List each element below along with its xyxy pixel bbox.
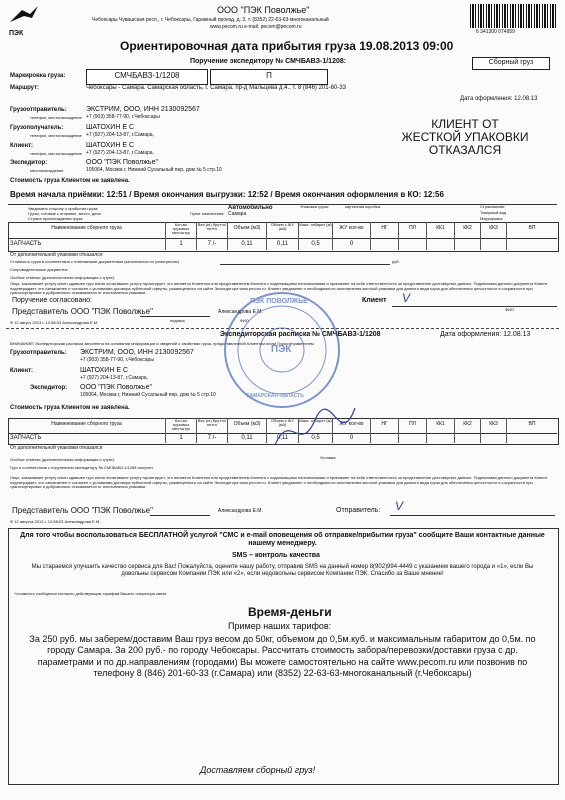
th-vp: ВП [528,225,536,231]
rep-label: Представитель ООО "ПЭК Поволжье" [12,307,153,316]
receiver-label: Грузополучатель: [10,125,64,131]
th-kk1: КК1 [436,225,445,231]
th-kk2: КК2 [463,225,472,231]
company-stamp [222,290,342,410]
promo-sms-text: Мы стараемся улучшить качество сервиса для Вас! Пожалуйста, оцените нашу работу, отправив SMS на данный номер 8(902)994-4449 с указанием вашего города и «1», если Вы довольны сервисом Компании ПЭК или «2», если недовольны сервисом Компании ПЭК. Спасибо за Ваше мнение! [31,564,534,577]
barcode-number: 6 341300 074959 [476,29,515,35]
point-label: Пункт назначения: [190,211,225,216]
notice-3: Страна происхождения груза: [28,216,84,221]
r-th-name: Наименование сборного груза [51,421,122,427]
stamp-ring-bottom: САМАРСКАЯ ОБЛАСТЬ [246,393,304,399]
r-th-kk3: КК3 [489,421,498,427]
th-volume: Объем (м3) [233,225,261,231]
barcode [470,4,556,28]
client-value: ШАТОХИН Е С [86,142,134,149]
r-row-places: 1 [179,435,183,441]
packing-label: Упаковка груза: [300,204,329,209]
fio-sub-1: ФИО [240,318,250,323]
sender-value: ЭКСТРИМ, ООО, ИНН 2130092567 [86,106,200,113]
marking-box-2: П [210,69,328,85]
r-refusal-note: От дополнительной упаковки отказался [10,445,103,451]
receipt-sender-label: Грузоотправитель: [10,350,67,356]
r-row-volume: 0,11 [241,435,253,441]
company-web: www.pecom.ru e-mail: pecom@pecom.ru [210,24,302,30]
receipt-forwarder-addr: 105064, Москва г, Нижний Сусальный пер, дом № 5 стр.10 [80,392,216,398]
receipt-date: Дата оформления: 12.08.13 [440,331,531,338]
receipt-sender-phone: +7 (903) 358-77-90, г.Чебоксары [80,357,154,363]
r-accepted-note: Груз в соответствии с поручением экспедитору № СМЧБАВЗ-1/1208 получен. [10,465,154,470]
forwarder-addr-label: местонахождение [30,168,64,173]
receiver-value: ШАТОХИН Е С [86,124,134,131]
times-line: Время начала приёмки: 12:51 / Время окончания выгрузки: 12:52 / Время окончания оформления в КО: 12:56 [10,190,444,199]
r-rep-label: Представитель ООО "ПЭК Поволжье" [12,506,153,515]
r-rep-name: Александрова Е.М. [218,508,263,514]
receipt-client-phone: +7 (927) 204-13-87, г.Самара, [80,375,148,381]
transport-sub: Самара [228,211,247,217]
order-agreed: Поручение согласовано: [12,297,92,304]
th-ju-count: ЖУ кол-во [339,225,364,231]
promo-tariff-text: За 250 руб. мы заберем/доставим Ваш груз весом до 50кг, объемом до 0,5м.куб. и максимальным габаритом до 0,5м. по городу Самара. За 200 руб.- по городу Чебоксары. Рассчитать стоимость забора/перевозки/доставки груза с др. параметрами и по др.направлениям (городами) Вы можете самостоятельно на сайте www.pecom.ru или позвонив по телефону 8 (846) 201-60-33 (г.Самара) или (8352) 22-63-63-многоканальный (г.Чебоксары) [29,634,536,678]
client-phone-label: телефон, местонахождение [30,151,82,156]
r-th-max-size: Макс. габарит (м) [299,418,332,423]
r-th-volume-ju: Объем с ЖУ (м3) [270,418,295,428]
r-footer-ref: Ф 12 августа 2013 г. 12:58:03 Александрова Е.М. [10,519,101,524]
th-ng: НГ [381,225,388,231]
r-th-weight: Вес (кг) брутто/нетто [197,418,227,428]
client-label: Клиент: [10,143,34,149]
order-line: Поручение экспедитору № СМЧБАВЗ-1/1208: [190,58,347,65]
r-th-ng: НГ [381,421,388,427]
receiver-phone-label: телефон, местонахождение [30,133,82,138]
sign-sub-1: подпись [170,318,186,323]
route-label: Маршрут: [10,85,40,91]
promo-delivered: Доставляем сборный груз! [200,765,316,775]
r-row-name: ЗАПЧАСТЬ [10,435,42,441]
insurance-label: Страхование: [480,204,506,209]
r-th-vp: ВП [528,421,536,427]
rep-name: Александрова Е.М. [218,309,263,315]
refusal-note: От дополнительной упаковки отказался [10,252,103,258]
receipt-sender-value: ЭКСТРИМ, ООО, ИНН 2130092567 [80,349,194,356]
r-terms-label: Условия: [320,455,337,460]
th-pl: ПЛ [409,225,416,231]
r-th-volume: Объем (м3) [233,421,261,427]
sender-label: Грузоотправитель: [10,107,67,113]
marking-label: Маркировка груза: [10,73,66,79]
goods-label: Товарный вид [480,210,507,215]
r-row-ju-count: 0 [349,435,354,441]
row-max-size: 0,5 [311,241,320,247]
th-places: Кол-во грузовых местштук [172,222,190,236]
r-th-places: Кол-во грузовых местштук [172,418,190,432]
row-weight: 7 /- [207,241,217,247]
fio-sub-2: ФИО [505,307,515,312]
price-note: Стоимость груза в соответствии с платежными документами (заполняется по усмотрению) [10,259,180,264]
refused-line-1: КЛИЕНТ ОТ [431,117,499,131]
r-th-ju-count: ЖУ кол-во [339,421,364,427]
r-sender-sign-label: Отправитель: [336,507,381,514]
forwarder-value: ООО "ПЭК Поволжье" [86,159,158,166]
client-signature-mark: V [402,291,411,305]
company-name: ООО "ПЭК Поволжье" [217,5,310,15]
receipt-client-value: ШАТОХИН Е С [80,367,128,374]
r-th-pl: ПЛ [409,421,416,427]
r-legal-text: Лицо, заказавшее услугу и/или сдавшее груз и/или оплатившее услугу гарантирует, что является Клиентом или представителем Клиента с надлежащими полномочиями и принимает на себя ответственность за представление достоверных данных. Подписывая данного документа Клиент подтверждает, что ознакомлен и согласен с условиями договора публичной оферты, размещенного на сайте Экспедитора www.pecom.ru. Клиент уведомлен о необходимости изготовления жесткой упаковки для данного вида груза для обеспечения целостности и сохранности при транспортировке и добровольно отказывается от изготовления упаковки. [10,475,548,490]
company-address: Чебоксары Чувашская респ., г. Чебоксары, Гаражный проезд, д. 3, т. (8352) 22-63-63-многоканальный [92,17,329,23]
notice-2: Грузы, готовые к отправке, место, дата: [28,211,102,216]
cost-note: Стоимость груза Клиентом не заявлена. [10,178,130,184]
promo-sms-title: SMS – контроль качества [232,552,320,559]
client-sign-label: Клиент [362,297,387,304]
currency: руб. [392,259,400,264]
r-special-label: Особые отметки (дополнительная информация о грузе): [10,457,115,462]
r-row-volume-ju: 0,11 [276,435,289,441]
row-name: ЗАПЧАСТЬ [10,241,42,247]
special-label: Особые отметки (дополнительная информация о грузе): [10,275,115,280]
marking-tag: Маркировка [480,216,503,221]
r-row-weight: 7 /- [207,435,217,441]
th-weight: Вес (кг) брутто/нетто [197,222,227,232]
promo-sms-note: *стоимость сообщения согласно действующим тарифам Вашего оператора связи [14,591,167,596]
promo-free-service: Для того чтобы воспользоваться БЕСПЛАТНОЙ услугой "СМС и e-mail оповещения об отправке/прибытии груза" сообщите Ваши контактные данные нашему менеджеру. [20,532,545,548]
legal-text: Лицо, заказавшее услугу и/или сдавшее груз и/или оплатившее услугу гарантирует, что является Клиентом или представителем Клиента с надлежащими полномочиями и принимает на себя ответственность за представление достоверных данных. Подписывая данного документа Клиент подтверждает, что ознакомлен и согласен с условиями договора публичной оферты, размещенного на сайте Экспедитора www.pecom.ru. Клиент уведомлен о необходимости изготовления жесткой упаковки для данного вида груза для обеспечения целостности и сохранности при транспортировке и добровольно отказывается от изготовления упаковки. [10,281,548,296]
cargo-type-box: Сборный груз [472,57,550,70]
sender-signature-mark: V [395,499,404,513]
row-places: 1 [179,241,183,247]
receipt-title: Экспедиторская расписка № СМЧБАВЗ-1/1208 [220,331,381,338]
th-volume-ju: Объем с ЖУ (м3) [270,222,295,232]
marking-value: СМЧБАВЗ-1/1208 [86,69,208,85]
row-volume: 0,11 [241,241,253,247]
stamp-ring-top: ПЭК ПОВОЛЖЬЕ [250,298,308,305]
th-max-size: Макс. габарит (м) [299,222,332,227]
signature-icon [270,400,360,460]
promo-time-money: Время-деньги [248,605,332,619]
receipt-attention: ВНИМАНИЕ! Экспедиторская расписка заполнена на основании информации и сведений о свойствах груза, предоставленной Клиентом и/или Грузоотправителем [10,341,314,346]
logo-text: ПЭК [9,30,24,37]
sender-phone: +7 (903) 358-77-90, г.Чебоксары [86,114,160,120]
accompany-label: Сопроводительные документы: [10,267,69,272]
promo-example: Пример наших тарифов: [228,621,332,631]
packing-value: картонная коробка, [345,204,382,209]
th-name: Наименование сборного груза [51,225,122,231]
refused-stamp [385,118,545,158]
stamp-center: ПЭК [271,344,292,355]
r-th-kk2: КК2 [463,421,472,427]
receipt-forwarder-label: Экспедитор: [30,385,68,391]
refused-line-3: ОТКАЗАЛСЯ [428,143,502,158]
refused-line-2: ЖЕСТКОЙ УПАКОВКИ [401,130,529,145]
notice-1: Уведомить сторону о прибытии груза: [28,206,99,211]
signature-scribble [270,400,360,460]
receipt-cost-note: Стоимость груза Клиентом не заявлена. [10,405,130,411]
transport-label: Автомобильно [228,205,273,211]
receiver-phone: +7 (927) 204-13-87, г.Самара, [86,132,154,138]
receipt-client-label: Клиент: [10,368,34,374]
r-th-kk1: КК1 [436,421,445,427]
row-ju-count: 0 [349,241,354,247]
th-kk3: КК3 [489,225,498,231]
route-value: Чебоксары - Самара. Самарская область, г. Самара, пр-д Мальцева д.4., т. 8 (846) 201-60-33 [86,85,346,91]
footer-ref-1: Ф 12 август 2013 г. 12:58:03 Александрова Е.М. [10,320,99,325]
receipt-forwarder-value: ООО "ПЭК Поволжье" [80,384,152,391]
forwarder-label: Экспедитор: [10,160,48,166]
forwarder-addr: 105064, Москва г, Нижний Сусальный пер, дом № 5 стр.10 [86,167,222,173]
row-volume-ju: 0,11 [276,241,289,247]
registration-date: Дата оформления: 12.08.13 [460,96,538,102]
sender-phone-label: телефон, местонахождение [30,115,82,120]
r-row-max-size: 0,5 [311,435,320,441]
client-phone: +7 (927) 204-13-87, г.Самара, [86,150,154,156]
page-title: Ориентировочная дата прибытия груза 19.08.2013 09:00 [120,39,454,53]
